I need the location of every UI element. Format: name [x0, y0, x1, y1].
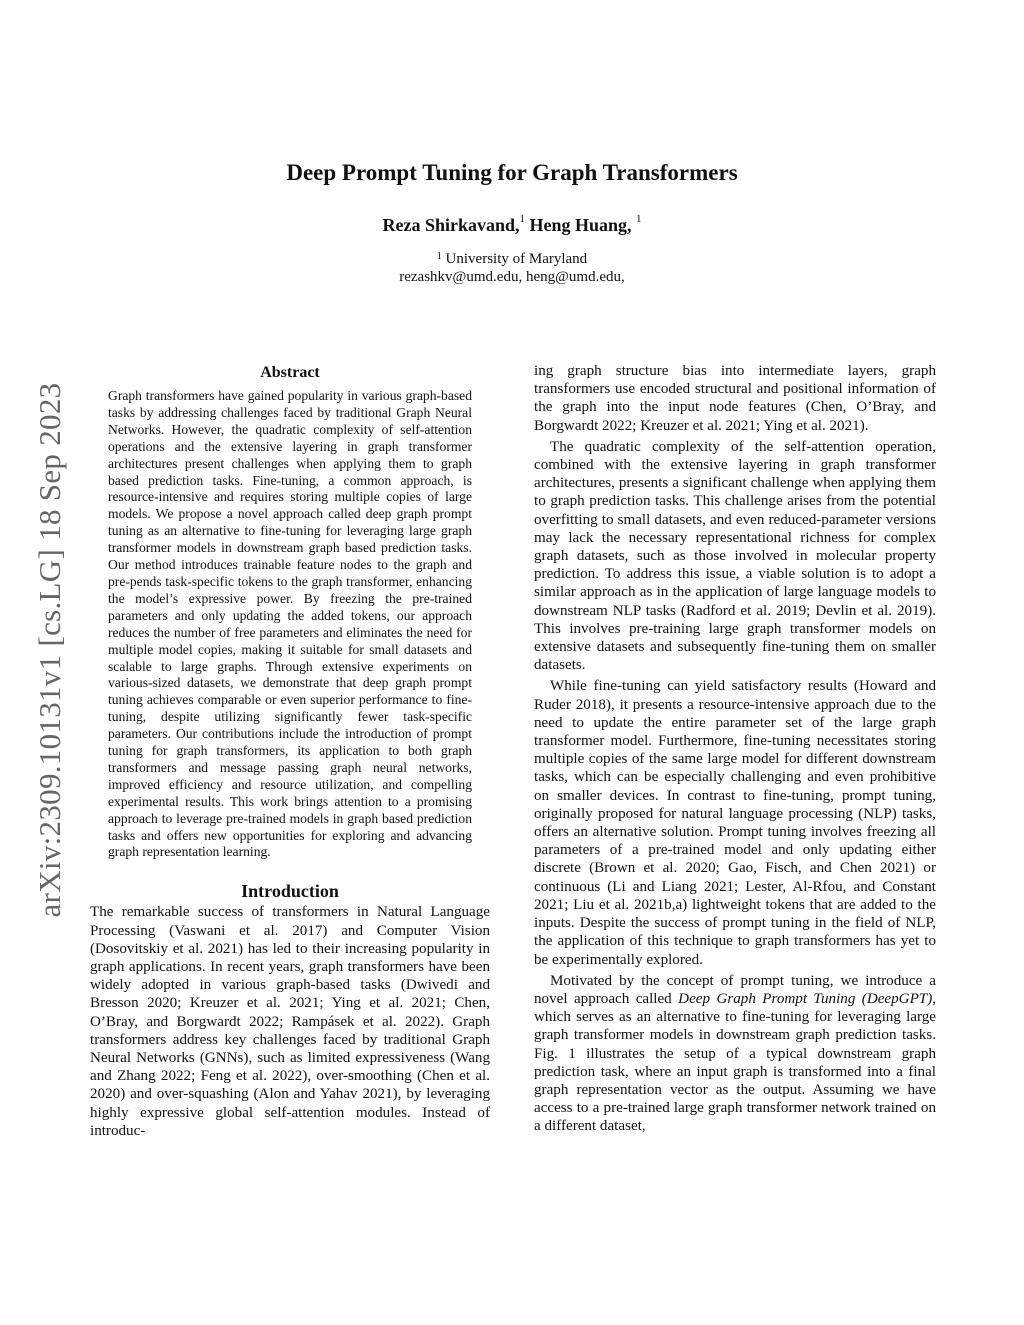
introduction-paragraph — [534, 972, 936, 1136]
abstract-heading: Abstract — [260, 364, 320, 381]
paper-title: Deep Prompt Tuning for Graph Transformers — [286, 160, 738, 185]
affiliation-marker: 1 — [519, 213, 525, 225]
affiliation-marker: 1 — [436, 251, 442, 262]
paragraph-text: Motivated by the concept of prompt tuning, we introduce a novel approach called — [534, 972, 936, 1007]
abstract-text: Graph transformers have gained popularity in various graph-based tasks by addressing challenges faced by traditional Graph Neural Networks. However, the quadratic complexity of self-attention operations and the extensive layering in graph transformer architectures present challenges when applying them to graph based prediction tasks. Fine-tuning, a common approach, is resource-intensive and requires storing multiple copies of large models. We propose a novel approach called deep graph prompt tuning as an alternative to fine-tuning for leveraging large graph transformer models in downstream graph based prediction tasks. Our method introduces trainable feature nodes to the graph and pre-pends task-specific tokens to the graph transformer, enhancing the model’s expressive power. By freezing the pre-trained parameters and only updating the added tokens, our approach reduces the number of free parameters and eliminates the need for multiple model copies, making it suitable for small datasets and scalable to large graphs. Through extensive experiments on various-sized datasets, we demonstrate that deep graph prompt tuning achieves comparable or even superior performance to fine-tuning, despite utilizing significantly fewer task-specific parameters. Our contributions include the introduction of prompt tuning for graph transformers, its application to both graph transformers and message passing graph neural networks, improved efficiency and resource utilization, and compelling experimental results. This work brings attention to a promising approach to leverage pre-trained models in graph based prediction tasks and offers new opportunities for exploring and advancing graph representation learning. — [108, 388, 472, 860]
method-name: Deep Graph Prompt Tuning (DeepGPT) — [678, 990, 933, 1007]
author-name: Reza Shirkavand, — [382, 215, 520, 235]
author-list — [0, 215, 1024, 236]
introduction-paragraph: ing graph structure bias into intermediate layers, graph transformers use encoded structural and positional information of the graph into the input node features (Chen, O’Bray, and Borgwardt 2022; Kreuzer et al. 2021; Ying et al. 2021). — [534, 363, 936, 434]
introduction-paragraph: While fine-tuning can yield satisfactory results (Howard and Ruder 2018), it presents a resource-intensive approach due to the need to update the entire parameter set of the large graph transformer model. Furthermore, fine-tuning necessitates storing multiple copies of the same large model for different downstream tasks, which can be especially challenging and even prohibitive on smaller devices. In contrast to fine-tuning, prompt tuning, originally proposed for natural language processing (NLP) tasks, offers an alternative solution. Prompt tuning involves freezing all parameters of a pre-trained model and only updating either discrete (Brown et al. 2020; Gao, Fisch, and Chen 2021) or continuous (Li and Liang 2021; Lester, Al-Rfou, and Constant 2021; Liu et al. 2021b,a) lightweight tokens that are added to the inputs. Despite the success of prompt tuning in the field of NLP, the application of this technique to graph transformers has yet to be experimentally explored. — [534, 678, 936, 968]
institution: University of Maryland — [445, 251, 588, 267]
author-name: Heng Huang, — [529, 215, 632, 235]
right-column — [534, 362, 936, 1136]
affiliation-marker: 1 — [636, 213, 642, 225]
introduction-heading: Introduction — [241, 881, 339, 902]
paragraph-text: , which serves as an alternative to fine-tuning for leveraging large graph transformer models in downstream graph prediction tasks. Fig. 1 illustrates the setup of a typical downstream graph prediction task, where an input graph is transformed into a final graph representation vector as the output. Assuming we have access to a pre-trained large graph transformer network trained on a different dataset, — [534, 990, 936, 1135]
introduction-paragraph: The quadratic complexity of the self-attention operation, combined with the extensive layering in graph transformer architectures, presents a significant challenge when applying them to graph prediction tasks. This challenge arises from the potential overfitting to small datasets, and even reduced-parameter versions may lack the necessary representational richness for complex graph datasets, such as those involved in molecular property prediction. To address this issue, a viable solution is to adopt a similar approach as in the application of large language models to downstream NLP tasks (Radford et al. 2019; Devlin et al. 2019). This involves pre-training large graph transformer models on extensive datasets and subsequently fine-tuning them on smaller datasets. — [534, 438, 936, 674]
left-column — [90, 362, 490, 1140]
affiliation-block — [0, 250, 1024, 286]
arxiv-identifier: arXiv:2309.10131v1 [cs.LG] 18 Sep 2023 — [32, 382, 67, 918]
author-emails: rezashkv@umd.edu, heng@umd.edu, — [399, 269, 625, 285]
introduction-paragraph: The remarkable success of transformers in Natural Language Processing (Vaswani et al. 2017) and Computer Vision (Dosovitskiy et al. 2021) has led to their increasing popularity in graph applications. In recent years, graph transformers have been widely adopted in various graph-based tasks (Dwivedi and Bresson 2020; Kreuzer et al. 2021; Ying et al. 2021; Chen, O’Bray, and Borgwardt 2022; Rampásek et al. 2022). Graph transformers address key challenges faced by traditional Graph Neural Networks (GNNs), such as limited expressiveness (Wang and Zhang 2022; Feng et al. 2022), over-smoothing (Chen et al. 2020) and over-squashing (Alon and Yahav 2021), by leveraging highly expressive global self-attention modules. Instead of introduc- — [90, 904, 490, 1139]
